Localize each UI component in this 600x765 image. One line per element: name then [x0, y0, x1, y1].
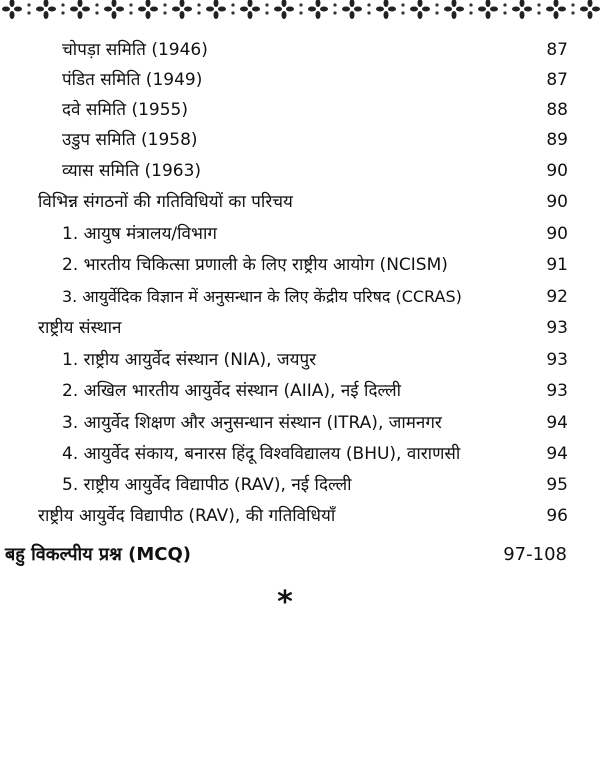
toc-entry-title: 1. आयुष मंत्रालय/विभाग [62, 224, 217, 244]
toc-entry-ayush-ministry [62, 220, 568, 248]
border-motif [274, 0, 303, 19]
toc-entry-page: 94 [546, 444, 568, 464]
toc-entry-ncism [62, 251, 568, 279]
toc-entry-page: 87 [546, 40, 568, 60]
toc-entry-organizations-intro [38, 188, 568, 216]
toc-entry-title: 2. भारतीय चिकित्सा प्रणाली के लिए राष्ट्रीय आयोग (NCISM) [62, 255, 448, 275]
toc-entry-national-institutes [38, 314, 568, 342]
border-motif [580, 0, 600, 19]
toc-entry-title: व्यास समिति (1963) [62, 161, 202, 181]
border-motif [478, 0, 507, 19]
end-asterisk: * [277, 585, 293, 620]
toc-entry-page: 87 [546, 70, 568, 90]
border-motif [444, 0, 473, 19]
toc-entry-page: 95 [546, 475, 568, 495]
toc-entry-nia [62, 346, 568, 374]
toc-entry-title: दवे समिति (1955) [62, 100, 188, 120]
toc-entry-rav [62, 471, 568, 499]
toc-entry-title: पंडित समिति (1949) [62, 70, 203, 90]
toc-entry-bhu [62, 440, 568, 468]
toc-entry-page: 90 [546, 192, 568, 212]
toc-entry-pandit-committee [62, 66, 568, 94]
toc-entry-page: 92 [546, 287, 568, 307]
border-motif [36, 0, 65, 19]
toc-entry-title: 2. अखिल भारतीय आयुर्वेद संस्थान (AIIA), नई दिल्ली [62, 381, 402, 401]
toc-entry-title: 3. आयुर्वेद शिक्षण और अनुसन्धान संस्थान (ITRA), जामनगर [62, 413, 442, 433]
toc-entry-ccras [62, 283, 568, 311]
toc-entry-chopra-committee [62, 36, 568, 64]
toc-section-mcq [5, 540, 567, 570]
toc-entry-title: 5. राष्ट्रीय आयुर्वेद विद्यापीठ (RAV), नई दिल्ली [62, 475, 352, 495]
border-motif [70, 0, 99, 19]
border-motif [512, 0, 541, 19]
border-motif [104, 0, 133, 19]
toc-entry-page: 90 [546, 224, 568, 244]
toc-entry-title: 3. आयुर्वेदिक विज्ञान में अनुसन्धान के लिए केंद्रीय परिषद (CCRAS) [62, 287, 462, 306]
toc-entry-title: 4. आयुर्वेद संकाय, बनारस हिंदू विश्वविद्यालय (BHU), वाराणसी [62, 444, 461, 464]
toc-entry-vyas-committee [62, 157, 568, 185]
section-page-range: 97-108 [503, 544, 567, 565]
border-motif [172, 0, 201, 19]
toc-entry-page: 93 [546, 350, 568, 370]
section-title: बहु विकल्पीय प्रश्न (MCQ) [5, 544, 192, 565]
toc-entry-itra [62, 409, 568, 437]
border-motif [376, 0, 405, 19]
toc-entry-title: उडुप समिति (1958) [62, 130, 198, 150]
toc-entry-page: 88 [546, 100, 568, 120]
toc-entry-udup-committee [62, 126, 568, 154]
border-motif [240, 0, 269, 19]
border-motif [342, 0, 371, 19]
toc-entry-page: 89 [546, 130, 568, 150]
toc-entry-aiia [62, 377, 568, 405]
border-motif [2, 0, 31, 19]
border-motif [206, 0, 235, 19]
toc-entry-page: 96 [546, 506, 568, 526]
decorative-border [0, 0, 600, 24]
toc-entry-page: 93 [546, 381, 568, 401]
toc-entry-page: 91 [546, 255, 568, 275]
border-motif [546, 0, 575, 19]
border-motif [308, 0, 337, 19]
toc-entry-page: 90 [546, 161, 568, 181]
toc-entry-page: 94 [546, 413, 568, 433]
toc-entry-rav-activities [38, 502, 568, 530]
toc-entry-title: राष्ट्रीय संस्थान [38, 318, 122, 338]
border-motif [410, 0, 439, 19]
toc-entry-title: विभिन्न संगठनों की गतिविधियों का परिचय [38, 192, 293, 212]
toc-entry-title: चोपड़ा समिति (1946) [62, 40, 208, 60]
toc-entry-dave-committee [62, 96, 568, 124]
toc-entry-page: 93 [546, 318, 568, 338]
toc-entry-title: राष्ट्रीय आयुर्वेद विद्यापीठ (RAV), की गतिविधियाँ [38, 506, 336, 526]
toc-entry-title: 1. राष्ट्रीय आयुर्वेद संस्थान (NIA), जयपुर [62, 350, 317, 370]
border-motif [138, 0, 167, 19]
